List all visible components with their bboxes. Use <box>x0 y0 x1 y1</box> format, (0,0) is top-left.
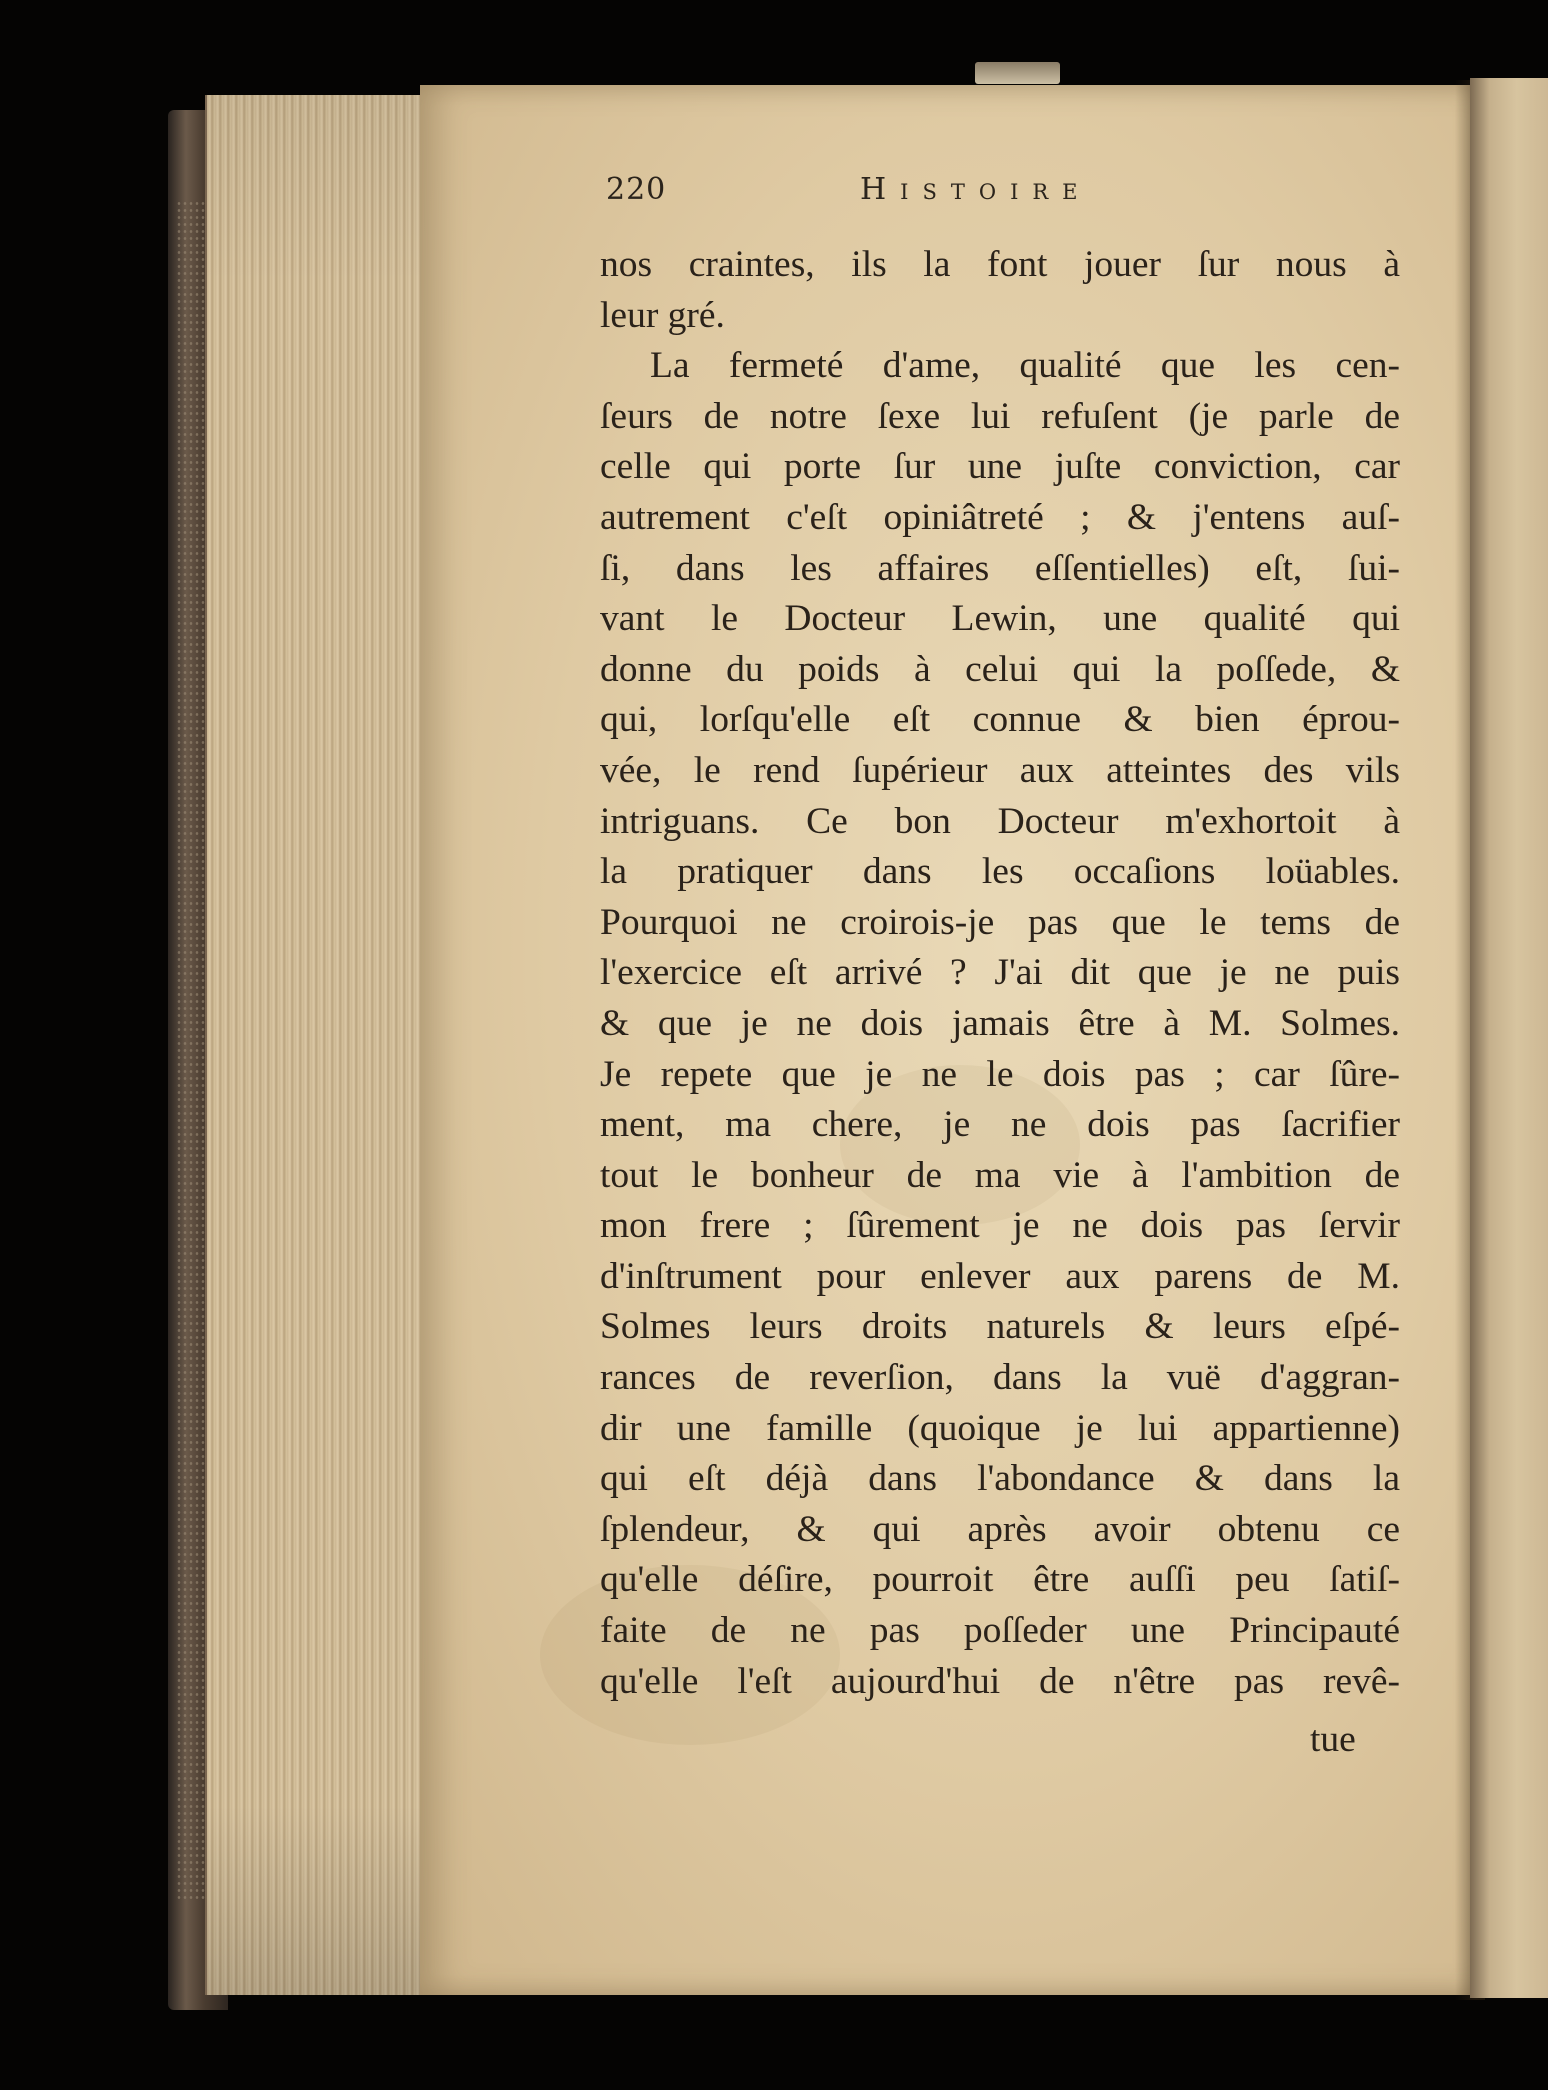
text-line: la pratiquer dans les occaſions loüables. <box>600 851 1400 893</box>
text-line: qu'elle l'eſt aujourd'hui de n'être pas revê- <box>600 1660 1400 1702</box>
facing-page-edge <box>1470 78 1548 1998</box>
text-line: Pourquoi ne croirois-je pas que le tems de <box>600 901 1400 943</box>
text-line: qui eſt déjà dans l'abondance & dans la <box>600 1458 1400 1500</box>
text-line: ſeurs de notre ſexe lui refuſent (je parle de <box>600 395 1400 437</box>
text-line: vée, le rend ſupérieur aux atteintes des vils <box>600 749 1400 791</box>
text-line: celle qui porte ſur une juſte conviction, car <box>600 446 1400 488</box>
text-line: qui, lorſqu'elle eſt connue & bien éprou- <box>600 699 1400 741</box>
text-line: l'exercice eſt arrivé ? J'ai dit que je ne puis <box>600 952 1400 994</box>
binding-tab <box>975 62 1060 84</box>
text-line: vant le Docteur Lewin, une qualité qui <box>600 598 1400 640</box>
text-line: faite de ne pas poſſeder une Principauté <box>600 1610 1400 1652</box>
text-line: Je repete que je ne le dois pas ; car ſûre- <box>600 1053 1400 1095</box>
page-edges <box>205 95 427 1995</box>
text-line: qu'elle déſire, pourroit être auſſi peu ſatiſ- <box>600 1559 1400 1601</box>
text-line: autrement c'eſt opiniâtreté ; & j'entens auſ- <box>600 496 1400 538</box>
text-line: Solmes leurs droits naturels & leurs eſpé- <box>600 1306 1400 1348</box>
page-header <box>606 172 1166 216</box>
catchword: tue <box>1310 1719 1356 1760</box>
text-line: donne du poids à celui qui la poſſede, & <box>600 648 1400 690</box>
text-line: ſplendeur, & qui après avoir obtenu ce <box>600 1508 1400 1550</box>
text-line: dir une famille (quoique je lui appartienne) <box>600 1407 1400 1449</box>
text-line: leur gré. <box>600 294 725 336</box>
text-line: ment, ma chere, je ne dois pas ſacrifier <box>600 1104 1400 1146</box>
text-line: mon frere ; ſûrement je ne dois pas ſervir <box>600 1205 1400 1247</box>
running-head: Histoire <box>860 172 1092 207</box>
text-line: La fermeté d'ame, qualité que les cen- <box>650 345 1400 387</box>
text-line: tout le bonheur de ma vie à l'ambition de <box>600 1154 1400 1196</box>
page-number: 220 <box>606 172 667 207</box>
text-line: ſi, dans les affaires eſſentielles) eſt, ſui- <box>600 547 1400 589</box>
text-line: intriguans. Ce bon Docteur m'exhortoit à <box>600 800 1400 842</box>
text-line: d'inſtrument pour enlever aux parens de M. <box>600 1255 1400 1297</box>
body-text <box>600 240 1400 1707</box>
text-line: rances de reverſion, dans la vuë d'aggran- <box>600 1357 1400 1399</box>
text-line: nos craintes, ils la font jouer ſur nous à <box>600 244 1400 285</box>
text-line: & que je ne dois jamais être à M. Solmes. <box>600 1002 1400 1044</box>
